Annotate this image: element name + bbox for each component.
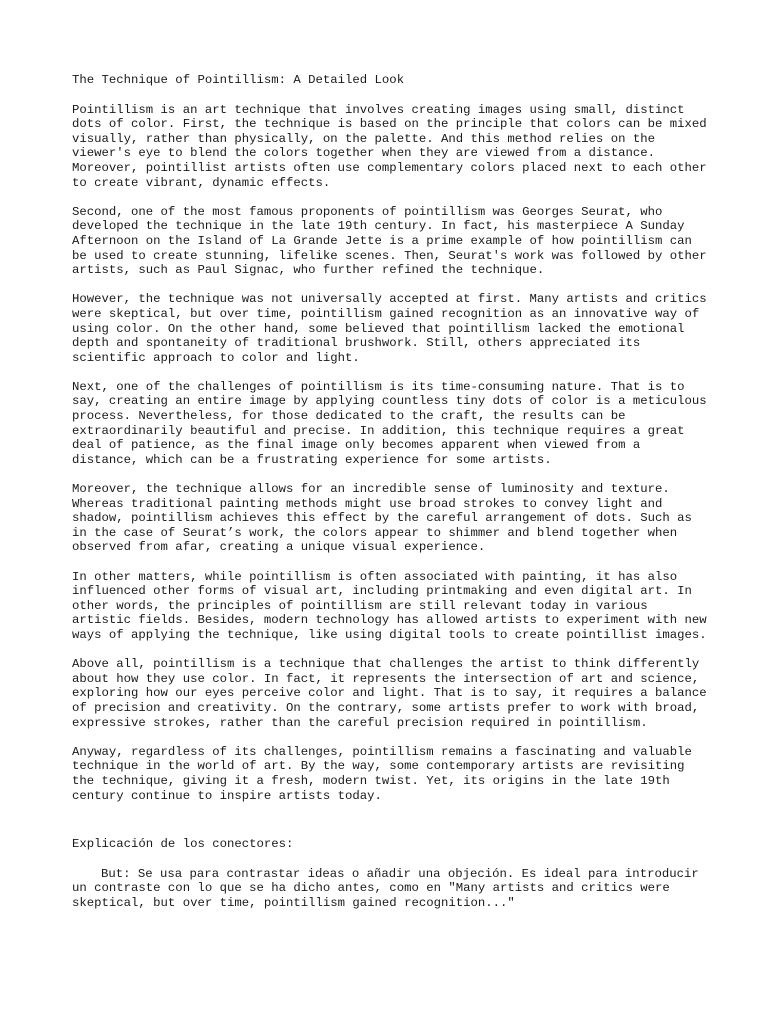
paragraph-1: Pointillism is an art technique that involves creating images using small, distinct dots of color. First, the technique is based on the principle that colors can be mixed visually, rather than physically, on the palette. And this method relies on the viewer's eye to blend the colors together when they are viewed from a distance. Moreover, pointillist artists often use complementary colors placed next to each other to create vibrant, dynamic effects. bbox=[72, 102, 707, 190]
connector-explanation-but: But: Se usa para contrastar ideas o añadir una objeción. Es ideal para introducir un contraste con lo que se ha dicho antes, como en "Many artists and critics were skeptical, but over time, pointillism gained recognition..." bbox=[72, 866, 699, 910]
paragraph-4: Next, one of the challenges of pointillism is its time-consuming nature. That is to say, creating an entire image by applying countless tiny dots of color is a meticulous process. Nevertheless, for those dedicated to the craft, the results can be extraordinarily beautiful and precise. In addition, this technique requires a great deal of patience, as the final image only becomes apparent when viewed from a distance, which can be a frustrating experience for some artists. bbox=[72, 379, 707, 467]
paragraph-3: However, the technique was not universally accepted at first. Many artists and critics were skeptical, but over time, pointillism gained recognition as an innovative way of using color. On the other hand, some believed that pointillism lacked the emotional depth and spontaneity of traditional brushwork. Still, others appreciated its scientific approach to color and light. bbox=[72, 292, 707, 365]
document-title: The Technique of Pointillism: A Detailed Look bbox=[72, 73, 405, 87]
paragraph-2: Second, one of the most famous proponents of pointillism was Georges Seurat, who developed the technique in the late 19th century. In fact, his masterpiece A Sunday Afternoon on the Island of La Grande Jette is a prime example of how pointillism can be used to create stunning, lifelike scenes. Then, Seurat's work was followed by other artists, such as Paul Signac, who further refined the technique. bbox=[72, 204, 707, 278]
paragraph-7: Above all, pointillism is a technique that challenges the artist to think differently about how they use color. In fact, it represents the intersection of art and science, exploring how our eyes perceive color and light. That is to say, it requires a balance of precision and creativity. On the contrary, some artists prefer to work with broad, expressive strokes, rather than the careful precision required in pointillism. bbox=[72, 657, 707, 730]
document-page bbox=[72, 73, 712, 910]
paragraph-5: Moreover, the technique allows for an incredible sense of luminosity and texture. Whereas traditional painting methods might use broad strokes to convey light and shadow, pointillism achieves this effect by the careful arrangement of dots. Such as in the case of Seurat’s work, the colors appear to shimmer and blend together when observed from afar, creating a unique visual experience. bbox=[72, 482, 692, 555]
paragraph-6: In other matters, while pointillism is often associated with painting, it has also influenced other forms of visual art, including printmaking and even digital art. In other words, the principles of pointillism are still relevant today in various artistic fields. Besides, modern technology has allowed artists to experiment with new ways of applying the technique, like using digital tools to create pointillist images. bbox=[72, 569, 707, 642]
connectors-heading: Explicación de los conectores: bbox=[72, 837, 294, 852]
paragraph-8: Anyway, regardless of its challenges, pointillism remains a fascinating and valuable technique in the world of art. By the way, some contemporary artists are revisiting the technique, giving it a fresh, modern twist. Yet, its origins in the late 19th century continue to inspire artists today. bbox=[72, 744, 692, 803]
